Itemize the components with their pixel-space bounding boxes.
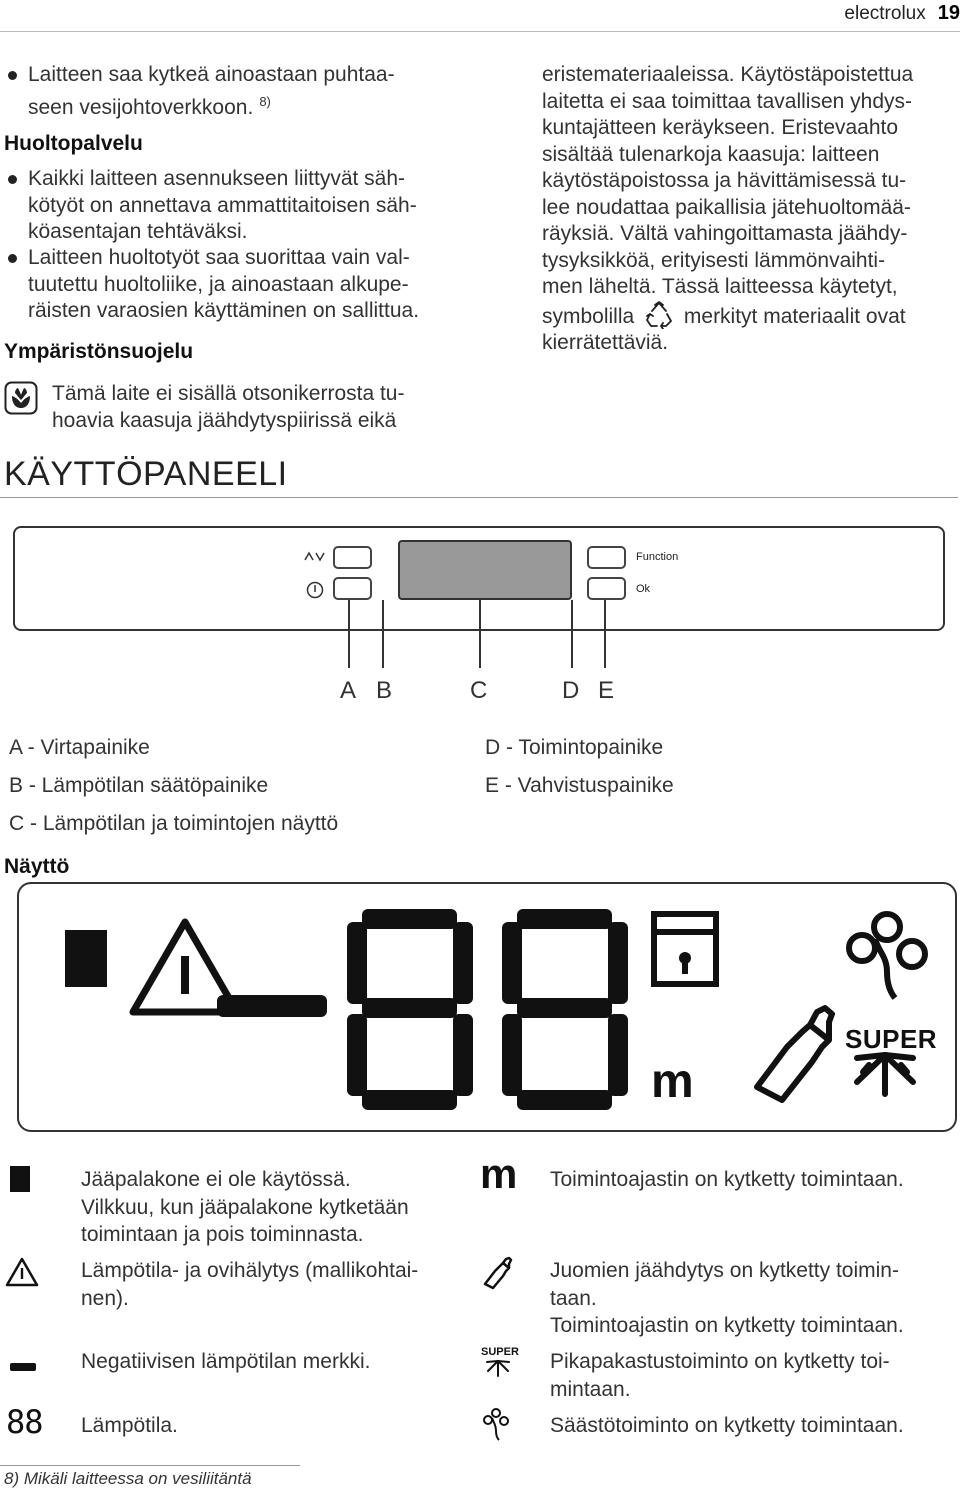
footnote-divider: [0, 1465, 300, 1466]
ice-line3: toimintaan ja pois toiminnasta.: [81, 1223, 364, 1246]
label-d: D: [562, 677, 580, 704]
superfreeze-line2: mintaan.: [550, 1377, 631, 1401]
right-line-final: kierrätettäviä.: [542, 331, 669, 354]
label-a: A: [340, 677, 357, 704]
right-line: tysyksikköä, erityisesti lämmönvaihti-: [542, 248, 886, 272]
super-label: SUPER: [845, 1024, 938, 1054]
legend-d: D - Toimintopainike: [485, 736, 664, 759]
bullet-water-connection: [4, 62, 474, 121]
service-b1-line2: kötyöt on annettava ammattitaitoisen säh-: [28, 193, 417, 217]
control-panel-title: KÄYTTÖPANEELI: [4, 455, 288, 493]
service-heading: Huoltopalvelu: [4, 132, 143, 155]
bullet-service-1: [4, 166, 474, 246]
power-button[interactable]: [333, 577, 372, 600]
header-divider: [0, 31, 960, 32]
drinks-line1: Juomien jäähdytys on kytketty toimin-: [550, 1259, 899, 1282]
panel-display: [398, 540, 572, 600]
bullet-dot: [8, 71, 17, 80]
ice-line1: Jääpalakone ei ole käytössä.: [81, 1168, 351, 1191]
eco-small-icon: [482, 1408, 510, 1442]
label-b: B: [376, 677, 393, 704]
bottle-icon: [481, 1256, 515, 1290]
environment-icon: [4, 381, 38, 415]
label-c: C: [470, 677, 488, 704]
right-line: sisältää tulenarkoja kaasuja: laitteen: [542, 142, 880, 166]
drinks-line2: taan.: [550, 1286, 597, 1310]
alarm-line2: nen).: [81, 1286, 129, 1310]
right-line: lee noudattaa paikallisia jätehuoltomää-: [542, 195, 911, 219]
env-line1: Tämä laite ei sisällä otsonikerrosta tu-: [52, 382, 405, 405]
bullet-service-2: [4, 245, 474, 325]
digit-segment-2: [502, 909, 628, 1110]
service-b2-line1: Laitteen huoltotyöt saa suorittaa vain val-: [28, 246, 410, 269]
recycle-icon: [644, 301, 674, 329]
eco-legend: Säästötoiminto on kytketty toimintaan.: [550, 1414, 904, 1437]
page-header: [844, 2, 960, 25]
ok-label: Ok: [636, 583, 651, 595]
up-down-icon: [304, 550, 326, 564]
alarm-line1: Lämpötila- ja ovihälytys (mallikohtai-: [81, 1259, 419, 1282]
lock-icon: [654, 914, 716, 984]
timer-icon: m: [480, 1150, 518, 1197]
temperature-legend: Lämpötila.: [81, 1414, 178, 1437]
right-line-before-icon: symbolilla: [542, 304, 635, 328]
right-column-text: [542, 62, 958, 357]
ice-maker-segment: [65, 930, 107, 987]
ok-button[interactable]: [587, 577, 626, 600]
environment-heading: Ympäristönsuojelu: [4, 340, 194, 363]
legend-a: A - Virtapainike: [9, 736, 150, 759]
right-line: kuntajätteen keräykseen. Eristevaahto: [542, 116, 899, 139]
callout-lines: [0, 600, 960, 680]
function-label: Function: [636, 551, 679, 563]
service-b1-line1: Kaikki laitteen asennukseen liittyvät säh-: [28, 167, 406, 190]
eco-icon: [849, 914, 925, 998]
footnote: 8) Mikäli laitteessa on vesiliitäntä: [4, 1469, 252, 1488]
drinks-chill-icon: [757, 1008, 832, 1100]
timer-legend: Toimintoajastin on kytketty toimintaan.: [550, 1168, 904, 1191]
ice-legend: [81, 1166, 409, 1249]
temperature-button[interactable]: [333, 546, 372, 569]
display-graphics: [17, 882, 957, 1132]
bullet-dot: [8, 175, 17, 184]
right-line: laitetta ei saa toimittaa tavallisen yhdys-: [542, 89, 913, 113]
right-line: käytöstäpoistossa ja hävittämisessä tu-: [542, 169, 907, 192]
digit-segment-1: [347, 909, 473, 1110]
function-button[interactable]: [587, 546, 626, 569]
bullet-dot: [8, 254, 17, 263]
right-line: räyksiä. Vältä vahingoittamasta jäähdy-: [542, 222, 908, 245]
negative-legend: Negatiivisen lämpötilan merkki.: [81, 1350, 371, 1373]
page-number: 19: [937, 2, 960, 24]
legend-c: C - Lämpötilan ja toimintojen näyttö: [9, 812, 339, 835]
snowflake-icon: [857, 1055, 913, 1094]
bullet-water-line1: Laitteen saa kytkeä ainoastaan puhtaa-: [28, 63, 395, 86]
right-line-after-icon: merkityt materiaalit ovat: [683, 304, 906, 328]
service-b1-line3: köasentajan tehtäväksi.: [28, 220, 248, 243]
footnote-ref: 8): [259, 93, 271, 109]
drinks-line3: Toimintoajastin on kytketty toimintaan.: [550, 1314, 904, 1337]
right-line: men läheltä. Tässä laitteessa käytetyt,: [542, 275, 898, 298]
drinks-legend: [550, 1257, 904, 1340]
alarm-legend: [81, 1257, 418, 1312]
label-e: E: [598, 677, 615, 704]
minus-icon: [10, 1363, 36, 1371]
legend-e: E - Vahvistuspainike: [485, 774, 674, 797]
brand-name: electrolux: [844, 3, 926, 24]
temperature-digits-icon: 88: [6, 1403, 43, 1441]
env-line2: hoavia kaasuja jäähdytyspiirissä eikä: [52, 408, 397, 432]
power-icon: [306, 581, 324, 599]
superfreeze-line1: Pikapakastustoiminto on kytketty toi-: [550, 1350, 890, 1373]
service-b2-line3: räisten varaosien käyttäminen on sallittua.: [28, 299, 420, 322]
bullet-water-line2: seen vesijohtoverkkoon.: [28, 95, 254, 119]
ice-line2: Vilkkuu, kun jääpalakone kytketään: [81, 1195, 409, 1219]
snowflake-small-icon: [484, 1359, 512, 1377]
superfreeze-legend: [550, 1348, 890, 1403]
display-heading: Näyttö: [4, 855, 70, 878]
super-small-label: SUPER: [481, 1346, 519, 1358]
negative-sign-segment: [217, 995, 327, 1017]
right-line: eristemateriaaleissa. Käytöstäpoistettua: [542, 63, 914, 86]
minutes-symbol: m: [651, 1055, 694, 1108]
service-b2-line2: tuutettu huoltoliike, ja ainoastaan alkupe-: [28, 272, 409, 296]
title-underline: [0, 497, 958, 498]
ice-maker-icon: [10, 1166, 30, 1192]
legend-b: B - Lämpötilan säätöpainike: [9, 774, 269, 797]
alarm-icon: [4, 1256, 40, 1288]
environment-text: [52, 381, 482, 434]
